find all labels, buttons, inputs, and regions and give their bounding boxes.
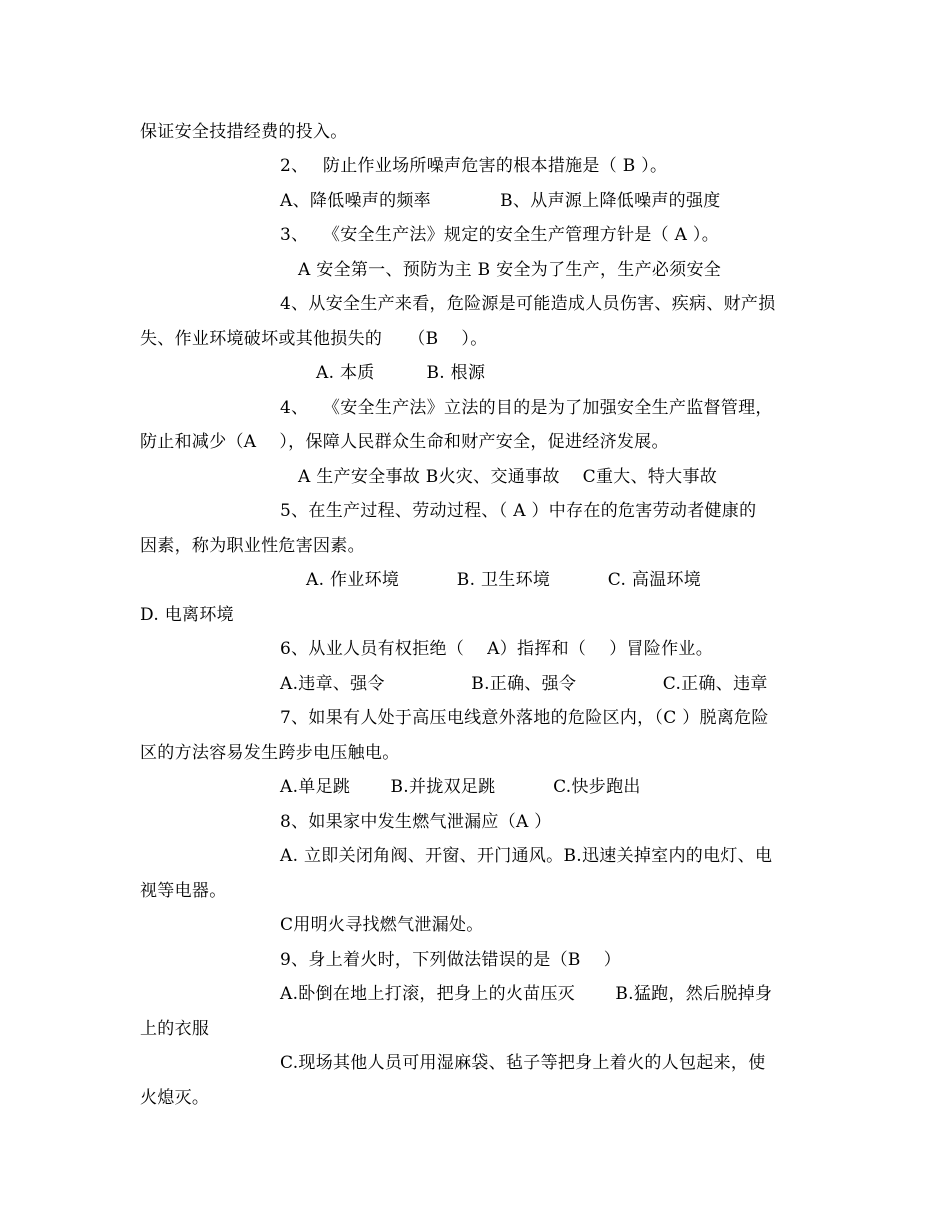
question-8: 8、如果家中发生燃气泄漏应（A ） bbox=[280, 812, 552, 832]
question-8-option-c: C用明火寻找燃气泄漏处。 bbox=[280, 915, 484, 935]
question-4b-options: A 生产安全事故 B火灾、交通事故 C重大、特大事故 bbox=[298, 467, 718, 487]
question-7: 7、如果有人处于高压电线意外落地的危险区内，（C ）脱离危险 bbox=[280, 708, 769, 728]
question-8-options-cont: 视等电器。 bbox=[140, 881, 227, 901]
question-2-options: A、降低噪声的频率 B、从声源上降低噪声的强度 bbox=[280, 191, 721, 211]
question-5-option-d: D. 电离环境 bbox=[140, 605, 234, 625]
question-4-cont: 失、作业环境破坏或其他损失的 （B ）。 bbox=[140, 329, 488, 349]
question-9-options-cont: 上的衣服 bbox=[140, 1019, 210, 1039]
question-6-options: A.违章、强令 B.正确、强令 C.正确、违章 bbox=[280, 674, 768, 694]
question-4b: 4、 《安全生产法》立法的目的是为了加强安全生产监督管理， bbox=[280, 398, 773, 418]
question-3: 3、 《安全生产法》规定的安全生产管理方针是（ A ）。 bbox=[280, 225, 720, 245]
question-4-options: A. 本质 B. 根源 bbox=[316, 363, 486, 383]
question-9-option-c: C.现场其他人员可用湿麻袋、毡子等把身上着火的人包起来，使 bbox=[280, 1053, 766, 1073]
question-5: 5、在生产过程、劳动过程、（ A ）中存在的危害劳动者健康的 bbox=[280, 501, 757, 521]
question-7-cont: 区的方法容易发生跨步电压触电。 bbox=[140, 743, 400, 763]
question-9: 9、身上着火时，下列做法错误的是（B ） bbox=[280, 950, 622, 970]
question-9-option-c-cont: 火熄灭。 bbox=[140, 1088, 210, 1108]
question-3-options: A 安全第一、预防为主 B 安全为了生产，生产必须安全 bbox=[298, 260, 722, 280]
question-7-options: A.单足跳 B.并拢双足跳 C.快步跑出 bbox=[280, 777, 641, 797]
question-2: 2、 防止作业场所噪声危害的根本措施是（ B ）。 bbox=[280, 156, 668, 176]
question-5-options: A. 作业环境 B. 卫生环境 C. 高温环境 bbox=[306, 570, 702, 590]
question-8-options: A. 立即关闭角阀、开窗、开门通风。B.迅速关掉室内的电灯、电 bbox=[280, 846, 773, 866]
question-6: 6、从业人员有权拒绝（ A）指挥和（ ）冒险作业。 bbox=[280, 639, 713, 659]
text-line: 保证安全技措经费的投入。 bbox=[140, 122, 348, 142]
question-9-options: A.卧倒在地上打滚，把身上的火苗压灭 B.猛跑，然后脱掉身 bbox=[280, 984, 773, 1004]
question-5-cont: 因素，称为职业性危害因素。 bbox=[140, 536, 365, 556]
question-4: 4、从安全生产来看，危险源是可能造成人员伤害、疾病、财产损 bbox=[280, 294, 776, 314]
question-4b-cont: 防止和减少（A ），保障人民群众生命和财产安全，促进经济发展。 bbox=[140, 432, 669, 452]
